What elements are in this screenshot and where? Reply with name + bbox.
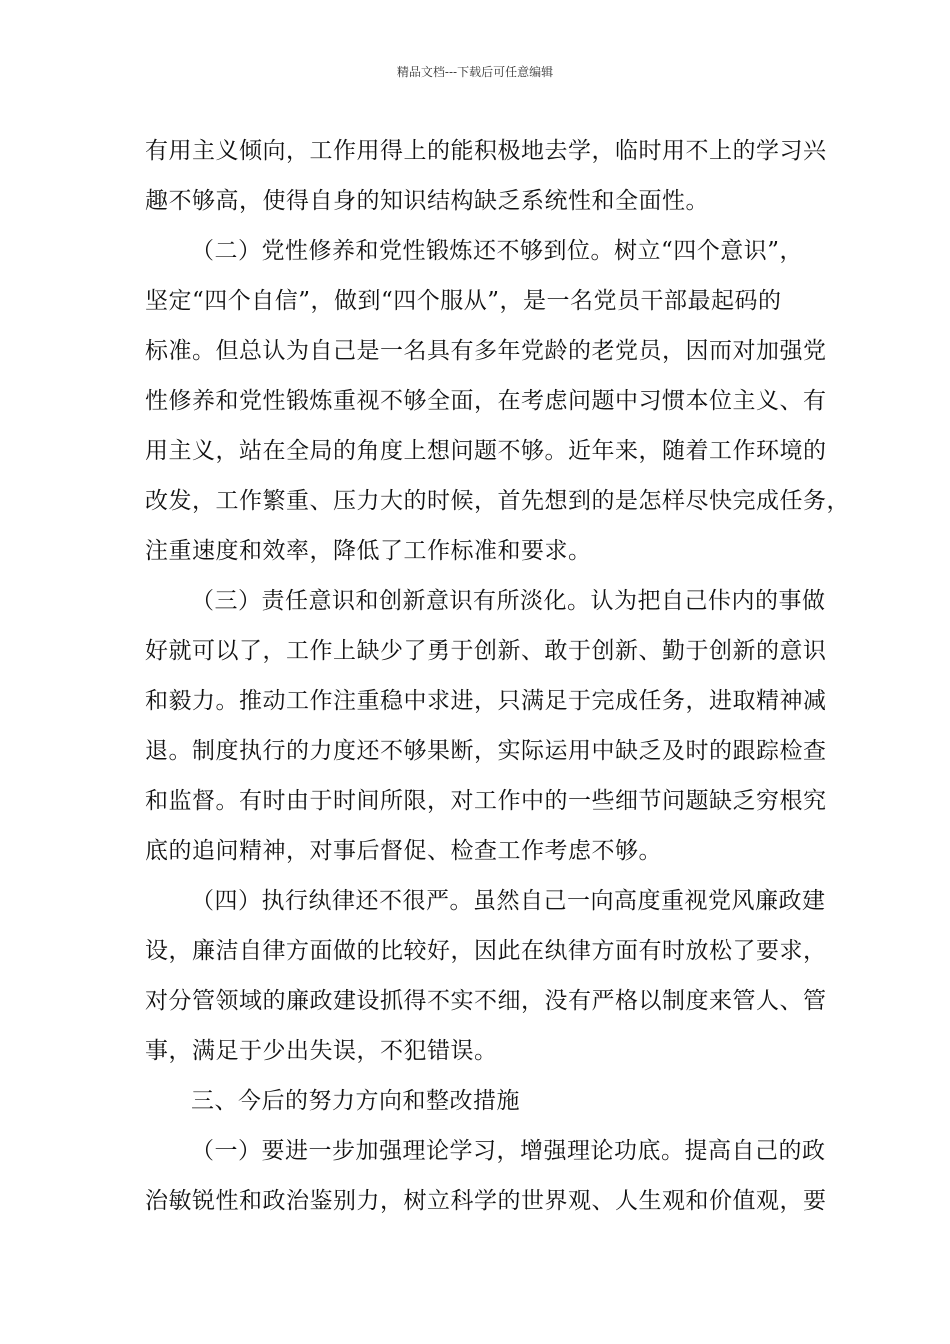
text-line: 和监督。有时由于时间所限，对工作中的一些细节问题缺乏穷根究 xyxy=(145,788,827,814)
text-line: 设，廉洁自律方面做的比较好，因此在纨律方面有时放松了要求， xyxy=(145,938,827,964)
text-line: （三）责任意识和创新意识有所淡化。认为把自己佧内的事做 xyxy=(191,588,826,614)
text-line: 改发，工作繁重、压力大的时候，首先想到的是怎样尽快完成任务， xyxy=(145,488,850,514)
text-line: 事，满足于少出失误，不犯错误。 xyxy=(145,1038,498,1064)
text-line: 三、今后的努力方向和整改措施 xyxy=(191,1088,520,1114)
text-line: 治敏锐性和政治鉴别力，树立科学的世界观、人生观和价值观，要 xyxy=(145,1188,827,1214)
text-line: （一）要进一步加强理论学习，增强理论功底。提高自己的政 xyxy=(191,1138,826,1164)
text-line: 用主义，站在全局的角度上想问题不够。近年来，随着工作环境的 xyxy=(145,438,827,464)
text-line: 退。制度执行的力度还不够果断，实际运用中缺乏及时的跟踪检查 xyxy=(145,738,827,764)
text-line: 标准。但总认为自己是一名具有多年党龄的老党员，因而对加强党 xyxy=(145,338,827,364)
text-line: 好就可以了，工作上缺少了勇于创新、敢于创新、勤于创新的意识 xyxy=(145,638,827,664)
text-line: （四）执行纨律还不很严。虽然自己一向高度重视党风廉政建 xyxy=(191,888,826,914)
text-line: 性修养和党性锻炼重视不够全面，在考虑问题中习惯本位主义、有 xyxy=(145,388,827,414)
text-line: 底的追问精神，对事后督促、检查工作考虑不够。 xyxy=(145,838,662,864)
text-line: （二）党性修养和党性锻炼还不够到位。树立“四个意识”， xyxy=(191,238,804,264)
document-body xyxy=(145,126,850,1226)
text-line: 注重速度和效率，降低了工作标准和要求。 xyxy=(145,538,592,564)
text-line: 和毅力。推动工作注重稳中求进，只满足于完成任务，进取精神减 xyxy=(145,688,827,714)
text-line: 有用主义倾向，工作用得上的能积极地去学，临时用不上的学习兴 xyxy=(145,138,827,164)
text-line: 对分管领域的廉政建设抓得不实不细，没有严格以制度来管人、管 xyxy=(145,988,827,1014)
text-line: 趣不够高，使得自身的知识结构缺乏系统性和全面性。 xyxy=(145,188,709,214)
page-header: 精品文档---下载后可任意编辑 xyxy=(396,65,554,79)
text-line: 坚定“四个自信”，做到“四个服从”，是一名党员干部最起码的 xyxy=(145,288,782,314)
